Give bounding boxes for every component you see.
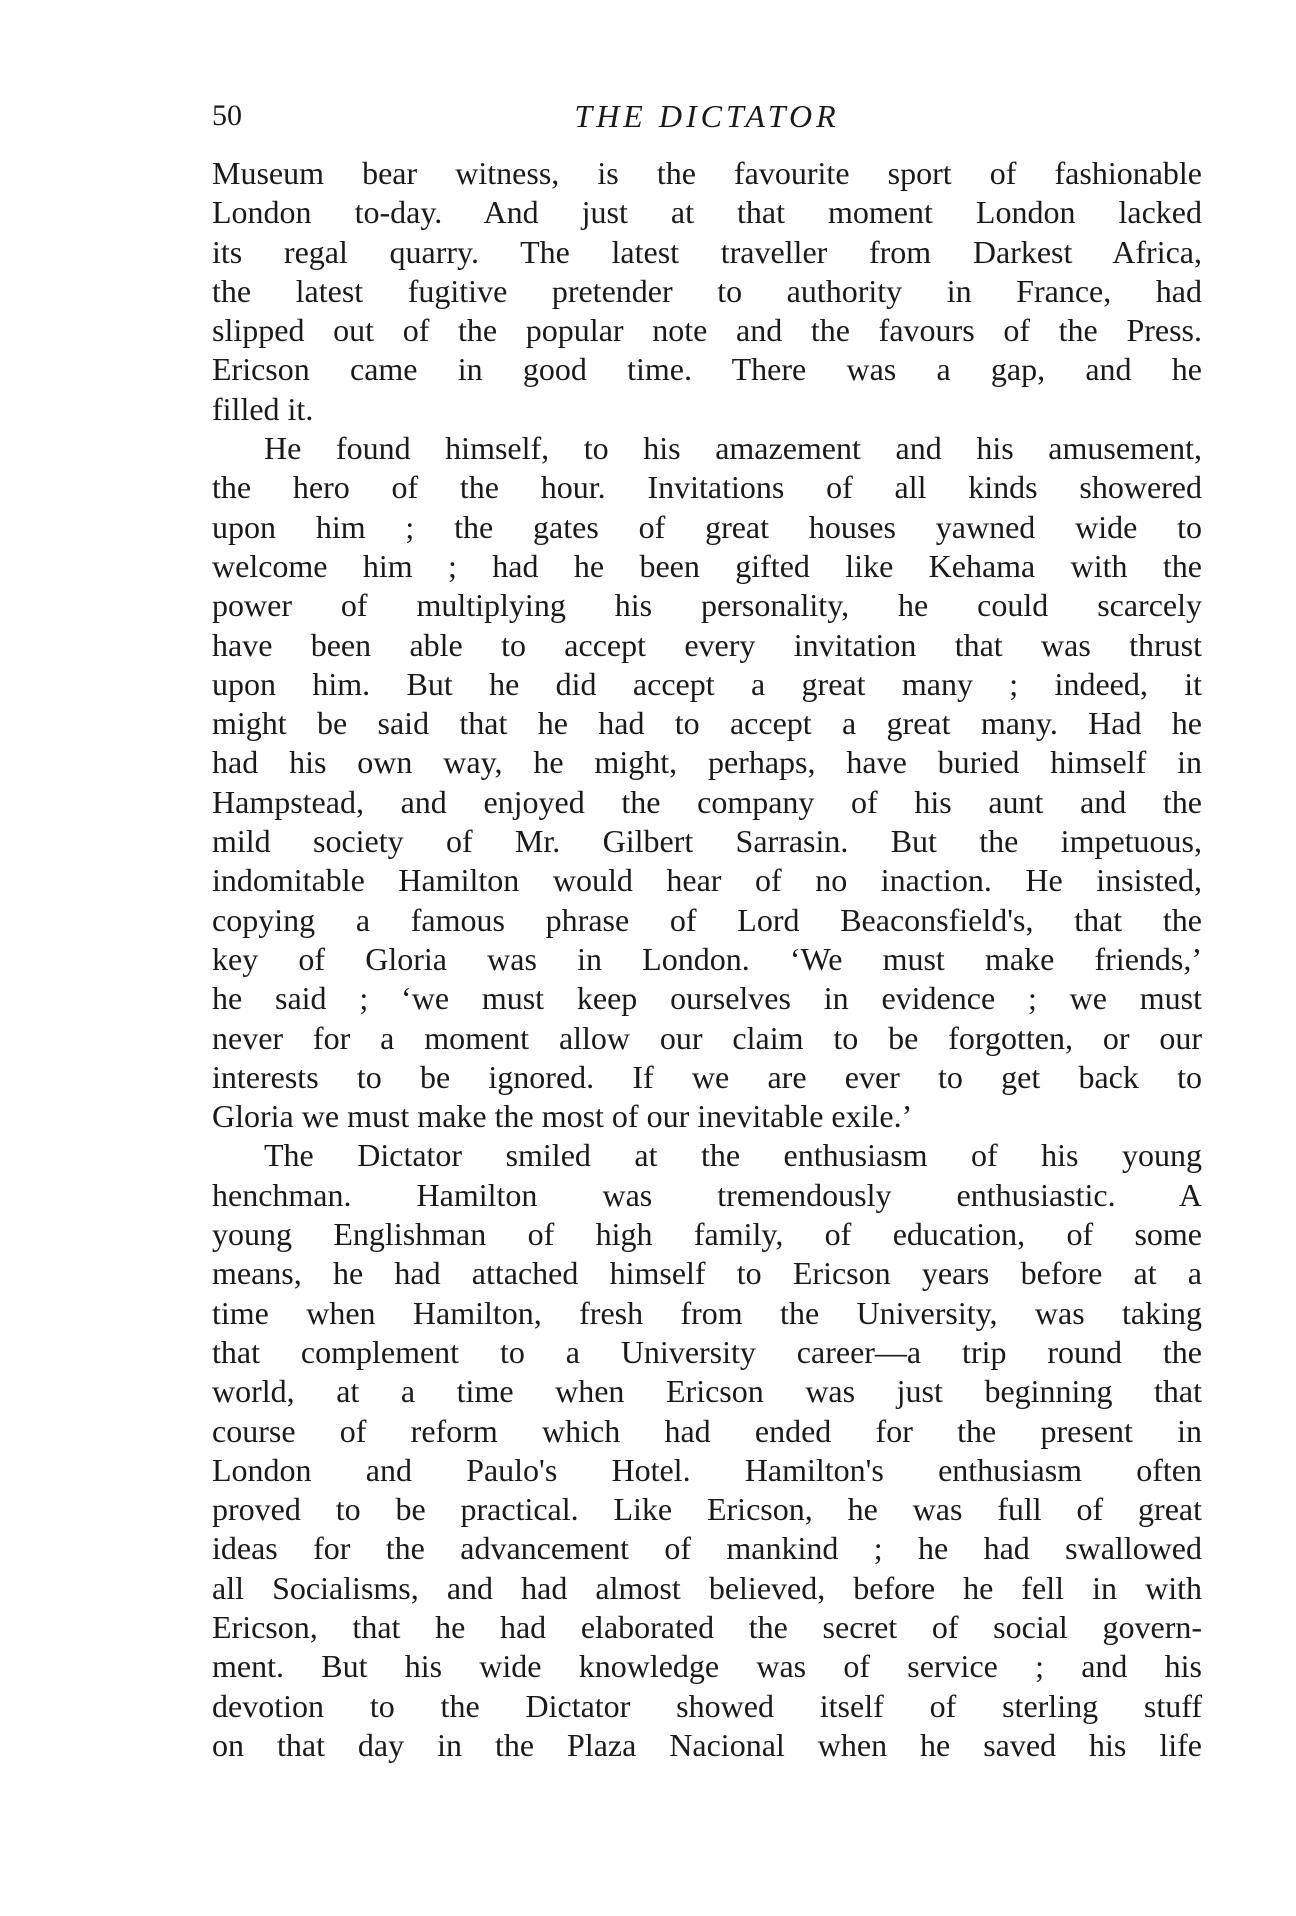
text-line: key of Gloria was in London. ‘We must make friends,’ (212, 940, 1202, 977)
text-line: means, he had attached himself to Ericson years before at a (212, 1255, 1202, 1292)
text-line: upon him ; the gates of great houses yawned wide to (212, 508, 1202, 545)
paragraph-start-line: The Dictator smiled at the enthusiasm of his young (264, 1137, 1202, 1174)
text-line: Gloria we must make the most of our inevitable exile.’ (212, 1098, 913, 1135)
text-line: mild society of Mr. Gilbert Sarrasin. But the impetuous, (212, 823, 1202, 860)
text-line: interests to be ignored. If we are ever to get back to (212, 1058, 1202, 1095)
page-number: 50 (212, 99, 242, 132)
text-line: upon him. But he did accept a great many ; indeed, it (212, 665, 1202, 702)
text-line: time when Hamilton, fresh from the University, was taking (212, 1294, 1202, 1331)
text-line: indomitable Hamilton would hear of no inaction. He insisted, (212, 862, 1202, 899)
text-line: welcome him ; had he been gifted like Kehama with the (212, 547, 1202, 584)
text-line: Hampstead, and enjoyed the company of his aunt and the (212, 783, 1202, 820)
text-line: have been able to accept every invitation that was thrust (212, 626, 1202, 663)
text-line: ideas for the advancement of mankind ; he had swallowed (212, 1530, 1202, 1567)
text-line: its regal quarry. The latest traveller from Darkest Africa, (212, 233, 1202, 270)
text-line: devotion to the Dictator showed itself of sterling stuff (212, 1687, 1202, 1724)
text-line: copying a famous phrase of Lord Beaconsfield's, that the (212, 901, 1202, 938)
text-line: henchman. Hamilton was tremendously enthusiastic. A (212, 1176, 1202, 1213)
text-line: London to-day. And just at that moment London lacked (212, 194, 1202, 231)
paragraph-start-line: He found himself, to his amazement and his amusement, (264, 430, 1202, 467)
text-line: never for a moment allow our claim to be forgotten, or our (212, 1019, 1202, 1056)
text-line: slipped out of the popular note and the favours of the Press. (212, 312, 1202, 349)
text-line: might be said that he had to accept a great many. Had he (212, 705, 1202, 742)
text-line: Ericson, that he had elaborated the secret of social govern- (212, 1608, 1202, 1645)
page-header (212, 96, 1202, 136)
text-line: power of multiplying his personality, he could scarcely (212, 587, 1202, 624)
text-line: ment. But his wide knowledge was of service ; and his (212, 1648, 1202, 1685)
text-line: the latest fugitive pretender to authority in France, had (212, 272, 1202, 309)
text-line: London and Paulo's Hotel. Hamilton's enthusiasm often (212, 1451, 1202, 1488)
text-line: Ericson came in good time. There was a gap, and he (212, 351, 1202, 388)
text-line: the hero of the hour. Invitations of all kinds showered (212, 469, 1202, 506)
text-line: that complement to a University career—a trip round the (212, 1333, 1202, 1370)
text-line: course of reform which had ended for the present in (212, 1412, 1202, 1449)
running-title: THE DICTATOR (574, 98, 840, 134)
text-line: he said ; ‘we must keep ourselves in evidence ; we must (212, 980, 1202, 1017)
body-text (212, 154, 1202, 1765)
text-line: on that day in the Plaza Nacional when he saved his life (212, 1726, 1202, 1763)
text-line: all Socialisms, and had almost believed, before he fell in with (212, 1569, 1202, 1606)
text-line: world, at a time when Ericson was just beginning that (212, 1373, 1202, 1410)
text-line: Museum bear witness, is the favourite sport of fashionable (212, 155, 1202, 191)
text-line: filled it. (212, 390, 314, 427)
text-line: had his own way, he might, perhaps, have buried himself in (212, 744, 1202, 781)
text-line: proved to be practical. Like Ericson, he was full of great (212, 1491, 1202, 1528)
text-line: young Englishman of high family, of education, of some (212, 1216, 1202, 1253)
